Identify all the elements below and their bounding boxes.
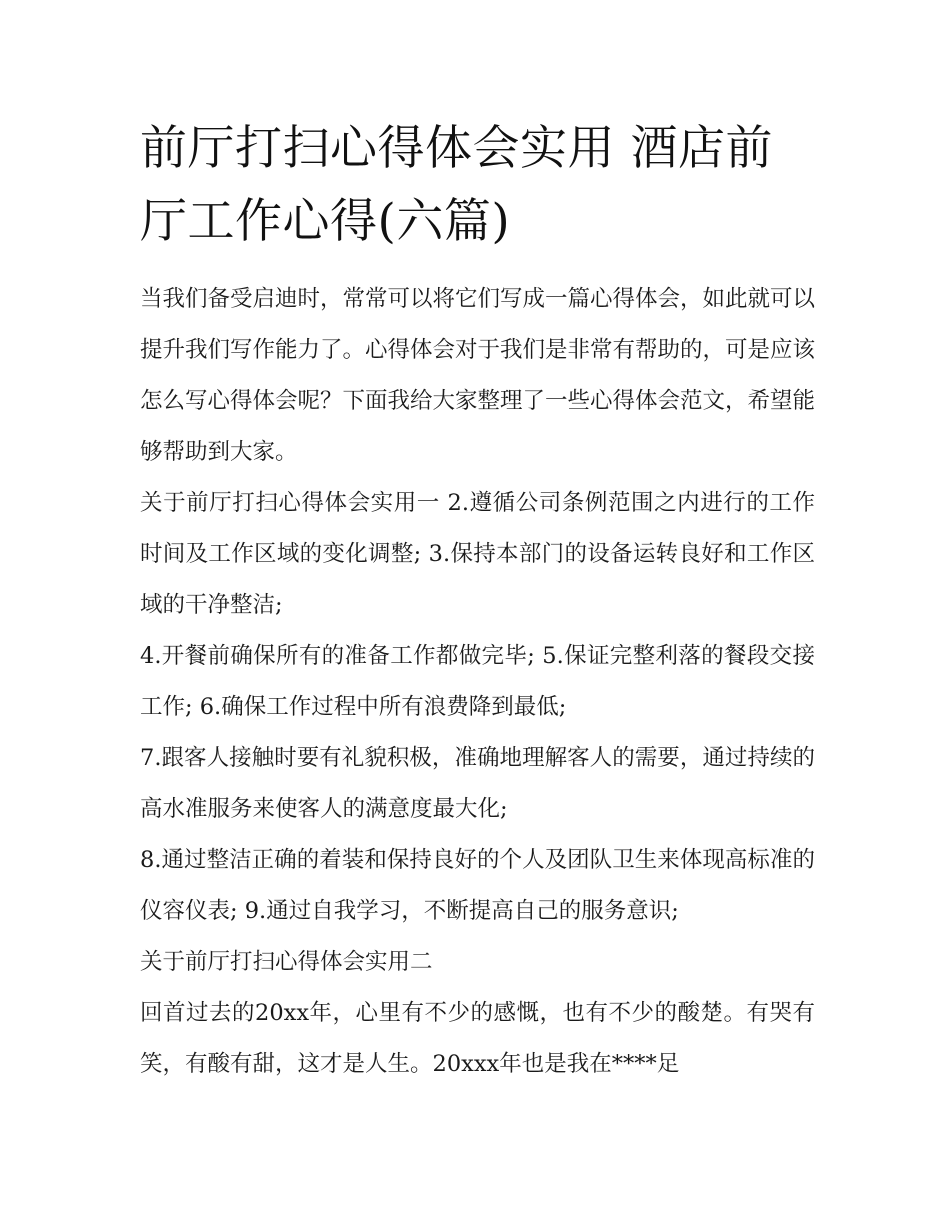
section-one-paragraph: 关于前厅打扫心得体会实用一 2.遵循公司条例范围之内进行的工作时间及工作区域的变化调整; 3.保持本部门的设备运转良好和工作区域的干净整洁;: [140, 490, 815, 618]
list-items-8-9: 8.通过整洁正确的着装和保持良好的个人及团队卫生来体现高标准的仪容仪表; 9.通过自我学习，不断提高自己的服务意识;: [140, 847, 815, 924]
list-items-4-6: 4.开餐前确保所有的准备工作都做完毕; 5.保证完整利落的餐段交接工作; 6.确保工作过程中所有浪费降到最低;: [140, 643, 815, 720]
list-item-7: 7.跟客人接触时要有礼貌积极，准确地理解客人的需要，通过持续的高水准服务来使客人的满意度最大化;: [140, 745, 815, 822]
document-page: [140, 112, 815, 1090]
document-title: 前厅打扫心得体会实用 酒店前厅工作心得(六篇): [140, 121, 773, 249]
section-two-heading: 关于前厅打扫心得体会实用二: [140, 949, 433, 975]
intro-paragraph: 当我们备受启迪时，常常可以将它们写成一篇心得体会，如此就可以提升我们写作能力了。心得体会对于我们是非常有帮助的，可是应该怎么写心得体会呢？下面我给大家整理了一些心得体会范文，希望能够帮助到大家。: [140, 286, 816, 465]
document-body: [140, 274, 815, 1090]
section-two-paragraph: 回首过去的20xx年，心里有不少的感慨，也有不少的酸楚。有哭有笑，有酸有甜，这才是人生。20xxx年也是我在****足: [140, 1000, 815, 1077]
